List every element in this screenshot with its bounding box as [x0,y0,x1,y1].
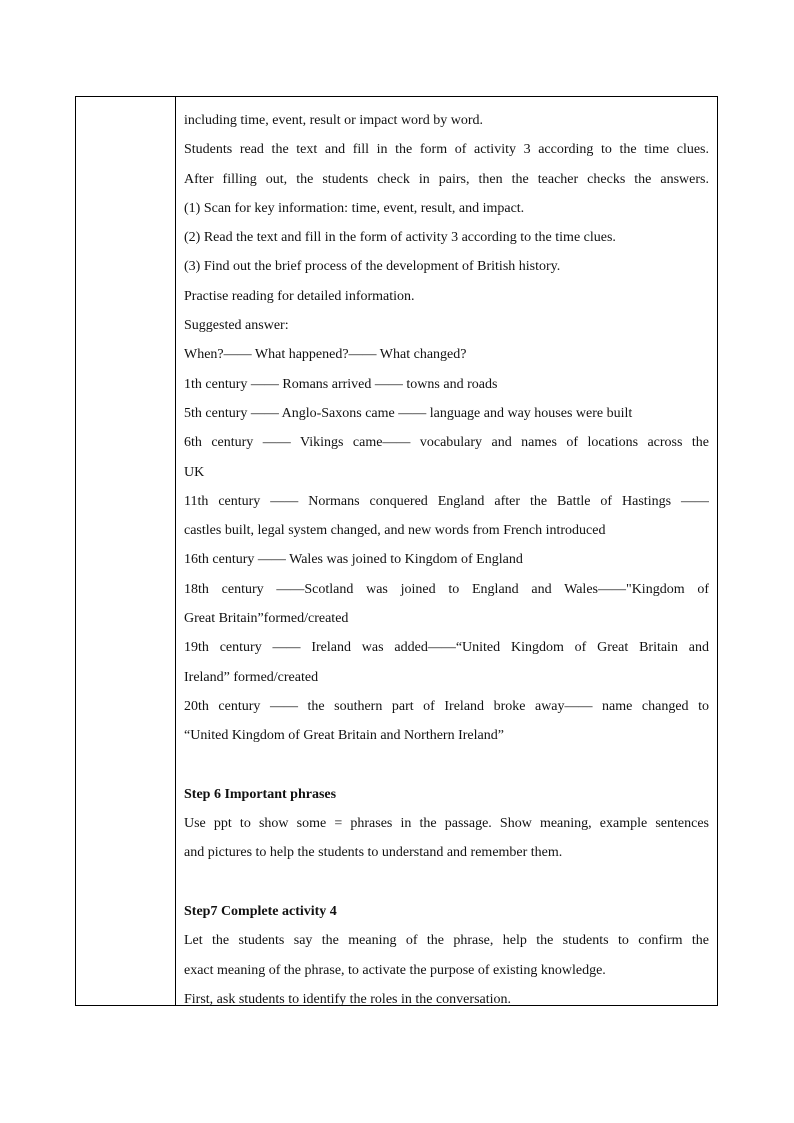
text-line: 11th century —— Normans conquered England after the Battle of Hastings —— [184,493,709,509]
text-line: 19th century —— Ireland was added——“United Kingdom of Great Britain and [184,640,709,656]
text-line: exact meaning of the phrase, to activate the purpose of existing knowledge. [184,962,606,978]
text-line: Let the students say the meaning of the phrase, help the students to confirm the [184,933,709,949]
text-line: “United Kingdom of Great Britain and Northern Ireland” [184,728,504,744]
text-line: and pictures to help the students to understand and remember them. [184,845,563,861]
lesson-table [75,96,718,1006]
text-line: (3) Find out the brief process of the development of British history. [184,259,561,275]
table-left-column [76,97,176,1005]
text-line: 5th century —— Anglo-Saxons came —— language and way houses were built [184,405,633,421]
text-line: 18th century ——Scotland was joined to England and Wales——"Kingdom of [184,581,709,597]
blank-line [184,868,709,897]
text-line: Use ppt to show some = phrases in the passage. Show meaning, example sentences [184,816,709,832]
text-line: Practise reading for detailed information. [184,288,415,304]
text-line: including time, event, result or impact word by word. [184,113,483,128]
text-line: When?—— What happened?—— What changed? [184,347,467,363]
text-line: 1th century —— Romans arrived —— towns and roads [184,376,498,392]
text-line: UK [184,464,205,480]
text-line: 6th century —— Vikings came—— vocabulary and names of locations across the [184,435,709,451]
text-line: 20th century —— the southern part of Ireland broke away—— name changed to [184,698,709,714]
blank-line [184,751,709,780]
text-line: (2) Read the text and fill in the form of activity 3 according to the time clues. [184,230,616,246]
step-heading: Step 6 Important phrases [184,786,337,802]
text-line: Students read the text and fill in the form of activity 3 according to the time clues. [184,142,709,158]
text-line: First, ask students to identify the roles in the conversation. [184,991,512,1005]
text-line: Suggested answer: [184,318,289,334]
text-line: (1) Scan for key information: time, event, result, and impact. [184,200,525,216]
text-line: Great Britain”formed/created [184,611,349,627]
text-line: Ireland” formed/created [184,669,319,685]
text-line: 16th century —— Wales was joined to Kingdom of England [184,552,523,568]
text-line: After filling out, the students check in pairs, then the teacher checks the answers. [184,171,709,187]
step-heading: Step7 Complete activity 4 [184,904,337,920]
text-line: castles built, legal system changed, and new words from French introduced [184,523,606,539]
table-content-cell [176,97,717,1005]
